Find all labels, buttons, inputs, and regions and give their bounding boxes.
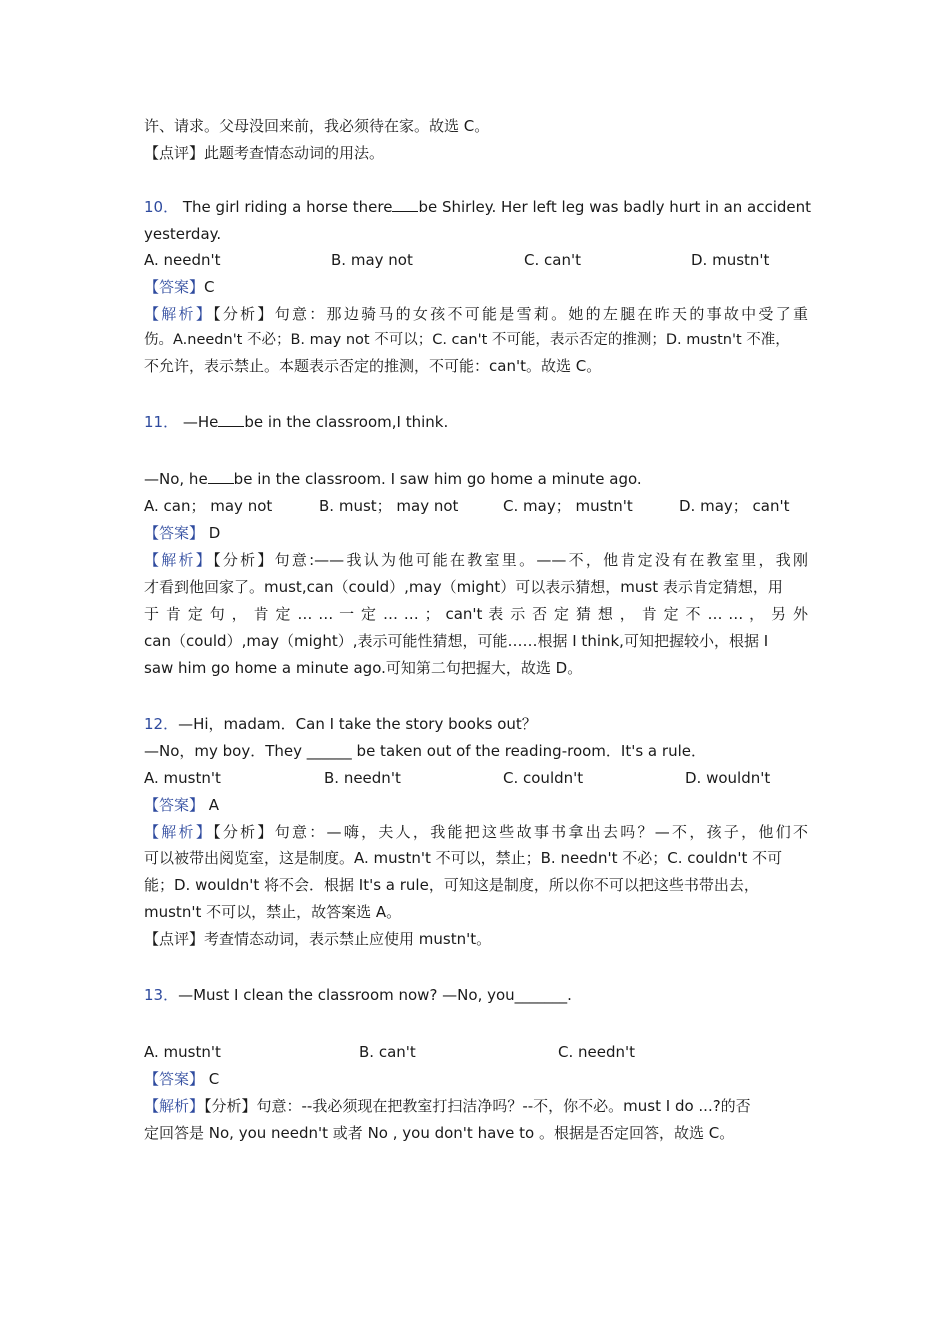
answer-value: C <box>208 1070 220 1088</box>
q9-analysis-tail: 许、请求。父母没回来前，我必须待在家。故选 C。 <box>144 117 490 135</box>
q12-option-c: C. couldn't <box>503 769 584 787</box>
q13-analysis-1: 【解析】【分析】句意：--我必须现在把教室打扫洁净吗？--不，你不必。must I do ...?的否 <box>144 1097 751 1115</box>
q11-analysis-3: 于 肯 定 句 ， 肯 定 … … 一 定 … … ； can't 表 示 否 定 猜 想 ， 肯 定 不 … … ， 另 外 <box>144 605 808 623</box>
q11-line2: —No, he be in the classroom. I saw him go home a minute ago. <box>144 470 642 488</box>
analysis-tag: 【解析】 <box>144 823 214 841</box>
q11-option-c: C. may； mustn't <box>503 497 633 515</box>
q12-option-d: D. wouldn't <box>685 769 771 787</box>
q12-analysis-2: 可以被带出阅览室，这是制度。A. mustn't 不可以，禁止；B. needn't 不必；C. couldn't 不可 <box>144 849 783 867</box>
answer-tag: 【答案】 <box>144 796 205 814</box>
analysis-tag: 【解析】 <box>144 1097 205 1115</box>
q12-analysis-3: 能；D. wouldn't 将不会．根据 It's a rule，可知这是制度，所以你不可以把这些书带出去， <box>144 876 759 894</box>
q10-number: 10． <box>144 198 179 216</box>
q10-option-d: D. mustn't <box>691 251 770 269</box>
q12-analysis-1: 【解析】【分析】句意：—嗨，夫人，我能把这些故事书拿出去吗？—不，孩子，他们不 <box>144 823 808 841</box>
q11-analysis-4: can（could）,may（might）,表示可能性猜想，可能……根据 I think,可知把握较小，根据 I <box>144 632 769 650</box>
q11-analysis-2: 才看到他回家了。must,can（could）,may（might）可以表示猜想，must 表示肯定猜想，用 <box>144 578 783 596</box>
q10-option-a: A. needn't <box>144 251 221 269</box>
q11-analysis-1: 【解析】【分析】句意:——我认为他可能在教室里。——不，他肯定没有在教室里，我刚 <box>144 551 808 569</box>
q13-answer <box>144 1067 808 1091</box>
answer-value: C <box>204 278 215 296</box>
q11-number: 11． <box>144 413 179 431</box>
q9-comment: 【点评】此题考查情态动词的用法。 <box>144 144 385 162</box>
q12-answer <box>144 793 808 817</box>
q10-analysis-2: 伤。A.needn't 不必；B. may not 不可以；C. can't 不可能，表示否定的推测；D. mustn't 不准， <box>144 332 790 348</box>
q13-option-b: B. can't <box>359 1043 416 1061</box>
answer-blank <box>218 411 244 427</box>
answer-blank <box>392 196 418 212</box>
answer-value: A <box>208 796 220 814</box>
answer-tag: 【答案】 <box>144 278 205 296</box>
q10-answer <box>144 275 808 299</box>
analysis-tag: 【解析】 <box>144 551 214 569</box>
q11-analysis-5: saw him go home a minute ago.可知第二句把握大，故选 D。 <box>144 659 583 677</box>
analysis-tag: 【解析】 <box>144 305 214 323</box>
q12-line2: —No，my boy．They ______ be taken out of the reading-room．It's a rule． <box>144 742 706 760</box>
q13-analysis-2: 定回答是 No, you needn't 或者 No , you don't have to 。根据是否定回答，故选 C。 <box>144 1124 735 1142</box>
q10-analysis-3: 不允许，表示禁止。本题表示否定的推测，不可能：can't。故选 C。 <box>144 357 602 375</box>
answer-value: D <box>208 524 221 542</box>
q10-option-c: C. can't <box>524 251 581 269</box>
q13-option-a: A. mustn't <box>144 1043 221 1061</box>
q10-analysis-1: 【解析】【分析】句意：那边骑马的女孩不可能是雪莉。她的左腿在昨天的事故中受了重 <box>144 305 808 323</box>
q11-option-d: D. may； can't <box>679 497 790 515</box>
q12-comment: 【点评】考查情态动词，表示禁止应使用 mustn't。 <box>144 930 492 948</box>
q11-option-a: A. can； may not <box>144 497 273 515</box>
q10-stem-cont: yesterday. <box>144 225 222 243</box>
answer-blank <box>208 468 234 484</box>
q11-option-b: B. must； may not <box>319 497 459 515</box>
q10-option-b: B. may not <box>331 251 413 269</box>
q12-analysis-4: mustn't 不可以，禁止，故答案选 A。 <box>144 903 402 921</box>
q13-option-c: C. needn't <box>558 1043 636 1061</box>
answer-tag: 【答案】 <box>144 1070 205 1088</box>
q12-option-b: B. needn't <box>324 769 401 787</box>
q11-stem: 11． —He be in the classroom,I think. <box>144 413 449 431</box>
q10-stem: 10． The girl riding a horse there be Shirley. Her left leg was badly hurt in an accident <box>144 198 812 216</box>
answer-tag: 【答案】 <box>144 524 205 542</box>
q12-number: 12． <box>144 715 179 733</box>
q13-stem: 13．—Must I clean the classroom now? —No, you_______. <box>144 986 572 1004</box>
q12-stem: 12．—Hi，madam．Can I take the story books out？ <box>144 715 537 733</box>
q13-number: 13． <box>144 986 179 1004</box>
q11-answer <box>144 521 808 545</box>
q12-option-a: A. mustn't <box>144 769 221 787</box>
